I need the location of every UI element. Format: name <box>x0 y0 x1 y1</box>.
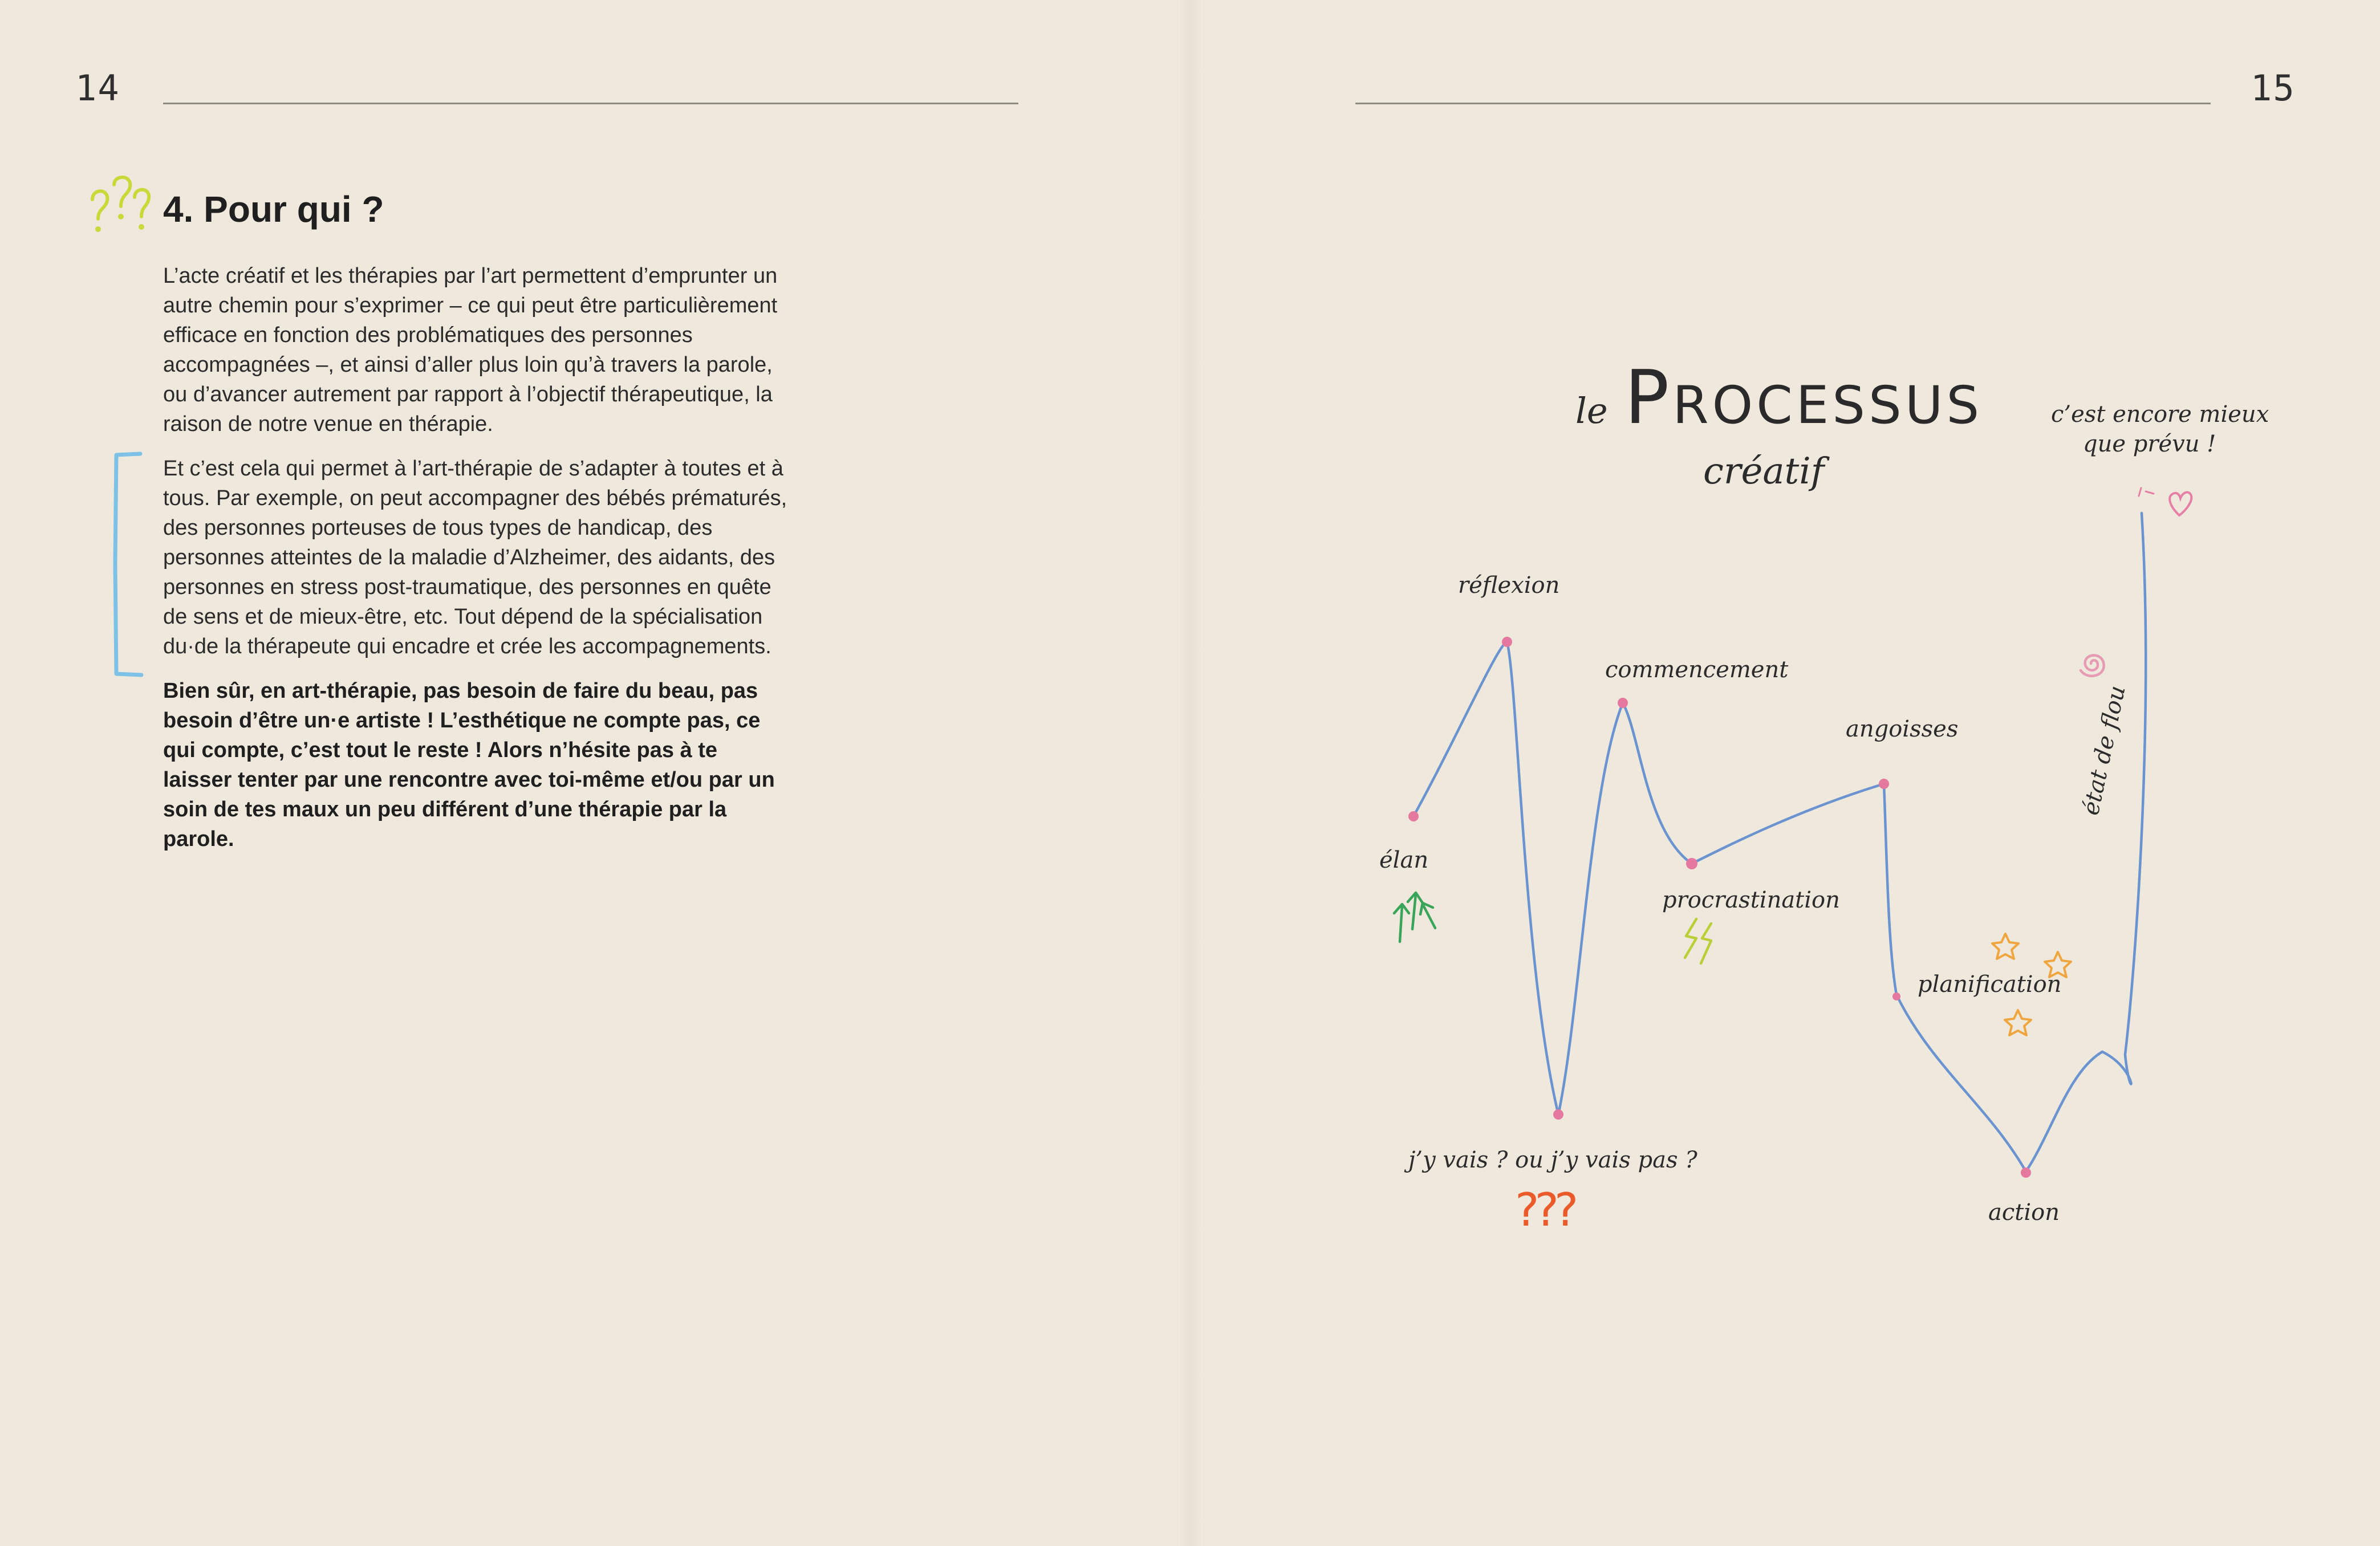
node-reflexion <box>1502 637 1512 647</box>
label-etat-de-flou: état de flou <box>2077 683 2131 818</box>
sparkle-icon <box>2139 488 2154 496</box>
label-procrastination: procrastination <box>1662 887 1840 913</box>
paragraph-2: Et c’est cela qui permet à l’art-thérapie de s’adapter à toutes et à tous. Par exemple, on peut accompagner des bébés prématurés, des personnes porteuses de tous types de handicap, des personnes atteintes de la maladie d’Alzheimer, des aidants, des personnes en stress post-traumatique, des personnes en quête de sens et de mieux-être, etc. Tout dépend de la spécialisation du·de la thérapeute qui encadre et crée les accompagnements. <box>163 457 787 658</box>
paragraph-3: Bien sûr, en art-thérapie, pas besoin de faire du beau, pas besoin d’être un·e artiste ! L’esthétique ne compte pas, ce qui compte, c’est tout le reste ! Alors n’hésite pas à te laisser tenter par une rencontre avec toi-même et/ou par un soin de tes maux un peu différent d’une thérapie par la parole. <box>163 679 775 851</box>
page-number-right: 15 <box>2251 67 2296 109</box>
node-jy-vais <box>1553 1109 1563 1120</box>
header-rule-left <box>163 103 1018 104</box>
label-commencement: commencement <box>1605 657 1789 683</box>
body-text <box>163 261 790 869</box>
diagram-title-processus: Processus <box>1624 354 1983 441</box>
arrows-up-icon <box>1394 893 1435 942</box>
label-mieux-line2: que prévu ! <box>2083 431 2216 457</box>
spiral-icon <box>2081 656 2104 676</box>
diagram-title-le: le <box>1575 390 1608 432</box>
node-elan <box>1408 811 1419 821</box>
paragraph-1: L’acte créatif et les thérapies par l’art permettent d’emprunter un autre chemin pour s’exprimer – ce qui peut être particulièrement efficace en fonction des problématiques des personnes accompagnées –, et ainsi d’aller plus loin qu’à travers la parole, ou d’avancer autrement par rapport à l’objectif thérapeutique, la raison de notre venue en thérapie. <box>163 264 778 436</box>
node-commencement <box>1618 698 1628 708</box>
label-angoisses: angoisses <box>1846 716 1959 742</box>
diagram-subtitle-creatif: créatif <box>1703 450 1825 493</box>
label-jy-vais: j’y vais ? ou j’y vais pas ? <box>1408 1147 1697 1173</box>
label-elan: élan <box>1379 847 1429 873</box>
node-planification <box>1892 992 1900 1000</box>
heart-icon <box>2170 493 2191 515</box>
label-reflexion: réflexion <box>1458 572 1560 599</box>
bracket-mark-icon <box>108 450 148 678</box>
node-procrastination <box>1686 858 1697 869</box>
process-line <box>1414 513 2146 1171</box>
question-marks-orange-icon: ??? <box>1515 1183 1574 1236</box>
creative-process-diagram <box>1190 0 2380 1546</box>
label-mieux-line1: c’est encore mieux <box>2051 401 2269 428</box>
label-planification: planification <box>1918 971 2062 998</box>
section-title: 4. Pour qui ? <box>163 189 384 230</box>
node-angoisses <box>1879 779 1889 789</box>
question-marks-icon <box>80 171 160 251</box>
page-number-left: 14 <box>75 67 120 109</box>
label-action: action <box>1988 1199 2060 1226</box>
node-action <box>2021 1167 2031 1178</box>
lightning-icon <box>1685 919 1711 963</box>
